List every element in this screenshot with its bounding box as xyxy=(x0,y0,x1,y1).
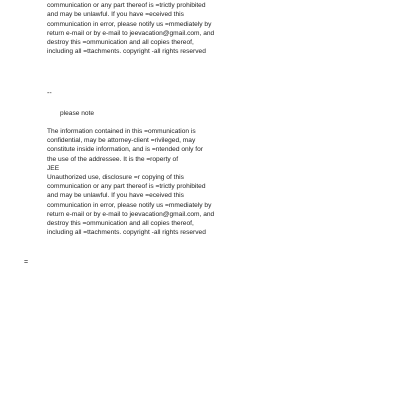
disclaimer-bottom: The information contained in this =ommunication is confidential, may be attorney-client =rivileged, may constitute inside information, and is =ntended only for the use of the addressee. It is the =roperty of JEE Unauthorized use, disclosure =r copying of this communication or any part thereof is =trictly prohibited and may be unlawful. If you have =eceived this communication in error, please notify us =mmediately by return e-mail or by e-mail to jeevacation@gmail.com, and destroy this =ommunication and all copies thereof, including all =ttachments. copyright -all rights reserved xyxy=(47,128,215,237)
signature-separator: -- xyxy=(47,90,52,97)
disclaimer-top: communication or any part thereof is =trictly prohibited and may be unlawful. If you have =eceived this communication in error, please notify us =mmediately by return e-mail or by e-mail to jeevacation@gmail.com, and destroy this =ommunication and all copies thereof, including all =ttachments. copyright -all rights reserved xyxy=(47,2,215,56)
footer-mark: = xyxy=(24,259,29,266)
please-note-text: please note xyxy=(60,110,95,117)
